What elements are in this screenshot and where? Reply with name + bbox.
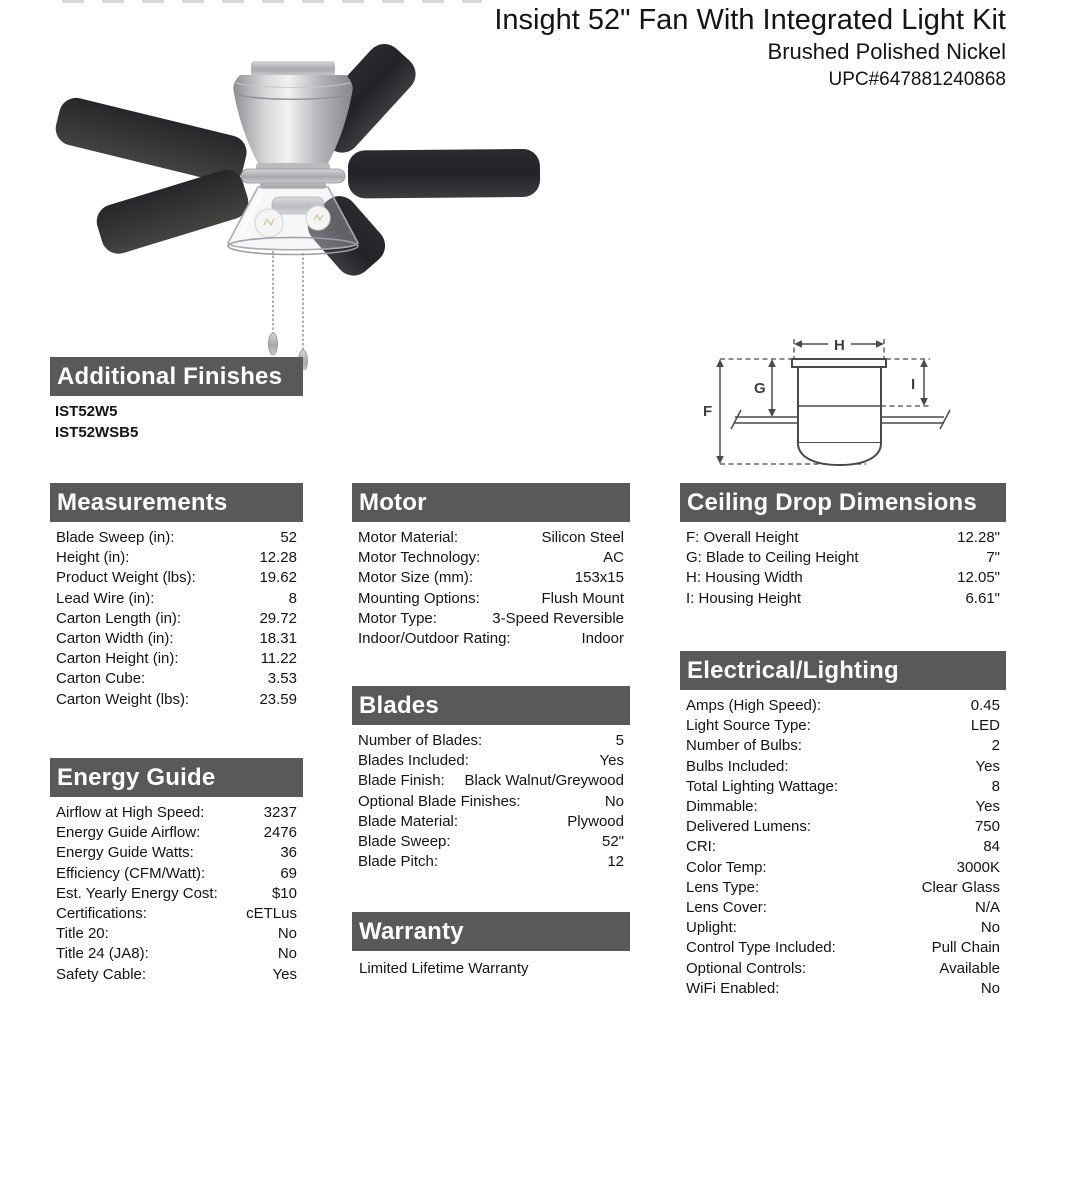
- spec-row: [686, 837, 1000, 857]
- cut-off-text-remnant: [62, 0, 482, 3]
- spec-row: [686, 528, 1000, 548]
- spec-row: [56, 864, 297, 884]
- spec-row: [358, 852, 624, 872]
- spec-row: [358, 629, 624, 649]
- spec-value: Indoor: [581, 630, 624, 648]
- spec-label: Indoor/Outdoor Rating:: [358, 630, 511, 648]
- spec-label: Lens Type:: [686, 878, 760, 896]
- spec-row: [358, 751, 624, 771]
- spec-row: [56, 843, 297, 863]
- section-header-motor: Motor: [352, 483, 630, 522]
- section-motor: [352, 483, 630, 649]
- spec-row: [56, 823, 297, 843]
- electrical-lighting-table: [680, 690, 1006, 999]
- spec-value: 153x15: [574, 569, 624, 587]
- section-energy-guide: [50, 758, 303, 985]
- spec-value: 36: [280, 844, 297, 862]
- spec-label: Title 20:: [56, 925, 109, 943]
- spec-value: 23.59: [259, 690, 297, 708]
- spec-label: Est. Yearly Energy Cost:: [56, 884, 218, 902]
- spec-value: 12.05": [957, 569, 1000, 587]
- spec-row: [686, 878, 1000, 898]
- spec-value: 18.31: [259, 630, 297, 648]
- spec-row: [686, 736, 1000, 756]
- spec-label: Energy Guide Watts:: [56, 844, 194, 862]
- spec-label: Motor Material:: [358, 529, 459, 546]
- spec-row: [56, 528, 297, 548]
- spec-value: Yes: [599, 752, 624, 770]
- spec-label: Carton Height (in):: [56, 650, 179, 668]
- spec-value: 69: [280, 864, 297, 882]
- section-warranty: [352, 912, 630, 977]
- spec-label: Certifications:: [56, 905, 147, 923]
- section-header-ceiling-drop-dimensions: Ceiling Drop Dimensions: [680, 483, 1006, 522]
- section-header-measurements: Measurements: [50, 483, 303, 522]
- spec-row: [686, 938, 1000, 958]
- section-header-electrical-lighting: Electrical/Lighting: [680, 651, 1006, 690]
- motor-table: [352, 522, 630, 649]
- spec-label: Blade Pitch:: [358, 853, 439, 871]
- measurements-table: [50, 522, 303, 710]
- spec-row: [358, 771, 624, 791]
- section-header-blades: Blades: [352, 686, 630, 725]
- fan-housing: [233, 61, 353, 189]
- spec-label: Airflow at High Speed:: [56, 804, 205, 821]
- spec-label: CRI:: [686, 838, 716, 856]
- section-header-energy-guide: Energy Guide: [50, 758, 303, 797]
- spec-row: [686, 918, 1000, 938]
- spec-value: 84: [983, 838, 1000, 856]
- spec-label: Efficiency (CFM/Watt):: [56, 864, 206, 882]
- spec-row: [56, 609, 297, 629]
- spec-row: [686, 568, 1000, 588]
- spec-label: Number of Blades:: [358, 732, 483, 749]
- spec-value: Plywood: [567, 812, 624, 830]
- diagram-label-i: I: [911, 376, 916, 393]
- spec-label: WiFi Enabled:: [686, 979, 780, 997]
- spec-value: Yes: [272, 965, 297, 983]
- spec-label: Light Source Type:: [686, 717, 811, 735]
- spec-label: Uplight:: [686, 919, 737, 937]
- spec-row: [686, 757, 1000, 777]
- spec-label: Carton Width (in):: [56, 630, 174, 648]
- spec-row: [358, 832, 624, 852]
- spec-value: 12.28": [957, 529, 1000, 546]
- spec-value: 52": [601, 833, 624, 851]
- spec-row: [686, 797, 1000, 817]
- product-image: [20, 35, 710, 370]
- spec-label: Energy Guide Airflow:: [56, 824, 201, 842]
- diagram-label-f: F: [703, 403, 713, 420]
- spec-value: 11.22: [260, 650, 297, 668]
- product-upc: UPC#647881240868: [828, 69, 1006, 90]
- spec-value: Pull Chain: [931, 939, 1000, 957]
- spec-label: Blade Sweep:: [358, 833, 451, 851]
- spec-label: F: Overall Height: [686, 529, 799, 546]
- spec-row: [686, 979, 1000, 999]
- finish-item: IST52W5: [55, 403, 118, 420]
- spec-value: 2476: [263, 824, 297, 842]
- spec-label: Safety Cable:: [56, 965, 147, 983]
- spec-value: No: [277, 945, 297, 963]
- spec-label: Blade Sweep (in):: [56, 529, 175, 546]
- spec-row: [358, 589, 624, 609]
- spec-value: 8: [288, 589, 297, 607]
- spec-value: 750: [974, 818, 1000, 836]
- spec-row: [358, 528, 624, 548]
- spec-row: [358, 792, 624, 812]
- spec-value: Yes: [975, 798, 1000, 816]
- spec-value: Black Walnut/Greywood: [464, 772, 624, 790]
- spec-label: Motor Technology:: [358, 549, 481, 567]
- pull-chains: [269, 251, 308, 370]
- spec-row: [358, 568, 624, 588]
- spec-row: [686, 716, 1000, 736]
- spec-row: [56, 904, 297, 924]
- spec-value: Flush Mount: [541, 589, 624, 607]
- spec-row: [56, 803, 297, 823]
- spec-value: 52: [280, 529, 297, 546]
- spec-value: 12: [607, 853, 624, 871]
- spec-value: No: [604, 792, 624, 810]
- spec-row: [56, 965, 297, 985]
- spec-value: 2: [991, 737, 1000, 755]
- finish-item: IST52WSB5: [55, 424, 139, 441]
- spec-value: LED: [970, 717, 1000, 735]
- spec-row: [56, 548, 297, 568]
- diagram-label-g: G: [754, 380, 766, 397]
- section-ceiling-drop-dimensions: [680, 483, 1006, 609]
- spec-label: Height (in):: [56, 549, 130, 567]
- spec-row: [358, 609, 624, 629]
- spec-label: Carton Length (in):: [56, 609, 182, 627]
- spec-label: Total Lighting Wattage:: [686, 777, 839, 795]
- spec-value: 19.62: [259, 569, 297, 587]
- spec-row: [358, 812, 624, 832]
- spec-row: [358, 731, 624, 751]
- spec-value: 29.72: [259, 609, 297, 627]
- spec-label: Blades Included:: [358, 752, 469, 770]
- spec-value: 6.61": [965, 589, 1000, 607]
- spec-label: Blade Finish:: [358, 772, 445, 790]
- spec-label: H: Housing Width: [686, 569, 803, 587]
- spec-value: Available: [939, 959, 1000, 977]
- spec-label: Control Type Included:: [686, 939, 836, 957]
- spec-label: Carton Cube:: [56, 670, 146, 688]
- spec-label: Bulbs Included:: [686, 757, 789, 775]
- spec-label: Optional Blade Finishes:: [358, 792, 521, 810]
- blades-table: [352, 725, 630, 872]
- spec-label: Product Weight (lbs):: [56, 569, 196, 587]
- spec-label: Lead Wire (in):: [56, 589, 155, 607]
- dimension-diagram: [698, 331, 1018, 473]
- spec-value: $10: [271, 884, 297, 902]
- section-header-additional-finishes: Additional Finishes: [50, 357, 303, 396]
- spec-row: [56, 690, 297, 710]
- section-additional-finishes: [50, 357, 303, 443]
- spec-label: Amps (High Speed):: [686, 697, 822, 714]
- spec-value: 3237: [263, 804, 297, 821]
- spec-value: No: [277, 925, 297, 943]
- spec-label: Carton Weight (lbs):: [56, 690, 190, 708]
- spec-label: Optional Controls:: [686, 959, 807, 977]
- spec-value: 12.28: [259, 549, 297, 567]
- spec-label: Motor Type:: [358, 609, 437, 627]
- spec-row: [686, 959, 1000, 979]
- spec-label: Title 24 (JA8):: [56, 945, 149, 963]
- spec-value: Clear Glass: [921, 878, 1000, 896]
- spec-row: [56, 669, 297, 689]
- spec-row: [686, 858, 1000, 878]
- spec-value: 8: [991, 777, 1000, 795]
- spec-label: Mounting Options:: [358, 589, 480, 607]
- section-electrical-lighting: [680, 651, 1006, 999]
- energy-guide-table: [50, 797, 303, 985]
- warranty-text: Limited Lifetime Warranty: [359, 960, 529, 977]
- spec-row: [686, 589, 1000, 609]
- spec-row: [686, 817, 1000, 837]
- spec-value: No: [980, 919, 1000, 937]
- spec-label: Blade Material:: [358, 812, 459, 830]
- spec-value: 3-Speed Reversible: [492, 609, 624, 627]
- section-blades: [352, 686, 630, 872]
- product-finish-subtitle: Brushed Polished Nickel: [767, 39, 1006, 64]
- spec-value: Silicon Steel: [541, 529, 624, 546]
- spec-value: AC: [603, 549, 624, 567]
- diagram-label-h: H: [834, 337, 845, 354]
- section-measurements: [50, 483, 303, 710]
- spec-value: 0.45: [970, 697, 1000, 714]
- spec-row: [56, 589, 297, 609]
- spec-label: Dimmable:: [686, 798, 758, 816]
- spec-row: [686, 548, 1000, 568]
- spec-label: Delivered Lumens:: [686, 818, 812, 836]
- product-title: Insight 52" Fan With Integrated Light Kit: [494, 4, 1006, 36]
- spec-label: Lens Cover:: [686, 899, 767, 917]
- spec-label: I: Housing Height: [686, 589, 802, 607]
- spec-row: [358, 548, 624, 568]
- ceiling-drop-table: [680, 522, 1006, 609]
- spec-row: [56, 568, 297, 588]
- finish-list: [50, 396, 303, 443]
- spec-value: 7": [986, 549, 1000, 567]
- spec-value: N/A: [974, 899, 1000, 917]
- spec-label: Number of Bulbs:: [686, 737, 802, 755]
- spec-value: 3000K: [956, 858, 1000, 876]
- spec-value: Yes: [975, 757, 1000, 775]
- spec-row: [56, 924, 297, 944]
- spec-row: [56, 944, 297, 964]
- section-header-warranty: Warranty: [352, 912, 630, 951]
- spec-value: 3.53: [267, 670, 297, 688]
- spec-label: Color Temp:: [686, 858, 767, 876]
- spec-value: No: [980, 979, 1000, 997]
- spec-row: [686, 898, 1000, 918]
- spec-row: [56, 629, 297, 649]
- spec-value: 5: [615, 732, 624, 749]
- spec-label: Motor Size (mm):: [358, 569, 474, 587]
- spec-row: [56, 649, 297, 669]
- spec-label: G: Blade to Ceiling Height: [686, 549, 859, 567]
- spec-row: [686, 777, 1000, 797]
- spec-row: [686, 696, 1000, 716]
- spec-value: cETLus: [246, 905, 297, 923]
- spec-row: [56, 884, 297, 904]
